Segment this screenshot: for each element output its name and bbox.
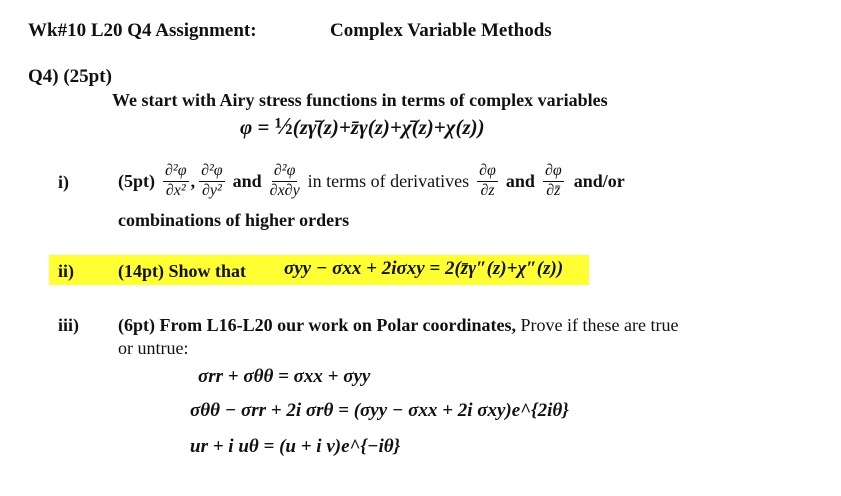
fraction-denominator: ∂z̄ xyxy=(546,181,561,199)
part-iii-bold-text: (6pt) From L16-L20 our work on Polar coordinates, xyxy=(118,315,516,335)
assignment-heading: Wk#10 L20 Q4 Assignment: xyxy=(28,20,257,41)
fraction-denominator: ∂z xyxy=(480,181,495,199)
part-i-line xyxy=(118,158,625,204)
part-i-points: (5pt) xyxy=(118,170,155,191)
part-ii-text: (14pt) Show that xyxy=(118,261,247,281)
question-label: Q4) (25pt) xyxy=(28,66,112,87)
fraction-denominator: ∂y² xyxy=(201,181,222,199)
fraction-denominator: ∂x∂y xyxy=(269,181,300,199)
dphi-dz-fraction xyxy=(477,163,498,200)
and-or-text: and/or xyxy=(573,170,625,191)
fraction-numerator: ∂φ xyxy=(543,163,564,182)
part-i-label: i) xyxy=(58,172,69,192)
airy-function-equation xyxy=(240,114,485,141)
fraction-numerator: ∂φ xyxy=(477,163,498,182)
part-iii-text xyxy=(118,315,678,336)
d2phi-dy2-fraction xyxy=(199,163,225,200)
polar-equation-2: σθθ − σrr + 2i σrθ = (σyy − σxx + 2i σxy)e^{2iθ} xyxy=(190,400,569,421)
fraction-numerator: ∂²φ xyxy=(272,163,298,182)
half-fraction: ½ xyxy=(274,114,293,140)
intro-text: We start with Airy stress functions in terms of complex variables xyxy=(112,90,608,110)
in-terms-text: in terms of derivatives xyxy=(307,170,470,191)
and-word: and xyxy=(505,170,535,191)
part-iii-plain-text: Prove if these are true xyxy=(520,315,679,335)
fraction-numerator: ∂²φ xyxy=(199,163,225,182)
dphi-dzbar-fraction xyxy=(543,163,564,200)
part-iii-label: iii) xyxy=(58,315,79,335)
polar-equation-3: ur + i uθ = (u + i v)e^{−iθ} xyxy=(190,436,401,457)
part-ii-label: ii) xyxy=(58,261,74,281)
fraction-denominator: ∂x² xyxy=(165,181,186,199)
equals-sign: = xyxy=(257,115,270,139)
comma: , xyxy=(190,170,196,191)
phi-symbol: φ xyxy=(240,115,253,139)
fraction-numerator: ∂²φ xyxy=(163,163,189,182)
course-title: Complex Variable Methods xyxy=(330,20,552,41)
polar-equation-1: σrr + σθθ = σxx + σyy xyxy=(198,366,371,387)
part-ii-formula: σyy − σxx + 2iσxy = 2(z̄γ″(z)+χ″(z)) xyxy=(284,258,564,279)
airy-expression: (zγ̄(z)+z̄γ(z)+χ̄(z)+χ(z)) xyxy=(292,115,485,139)
part-iii-continuation: or untrue: xyxy=(118,338,189,358)
and-word: and xyxy=(232,170,262,191)
d2phi-dxdy-fraction xyxy=(270,163,300,200)
part-i-continuation: combinations of higher orders xyxy=(118,210,350,230)
d2phi-dx2-fraction xyxy=(163,163,189,200)
